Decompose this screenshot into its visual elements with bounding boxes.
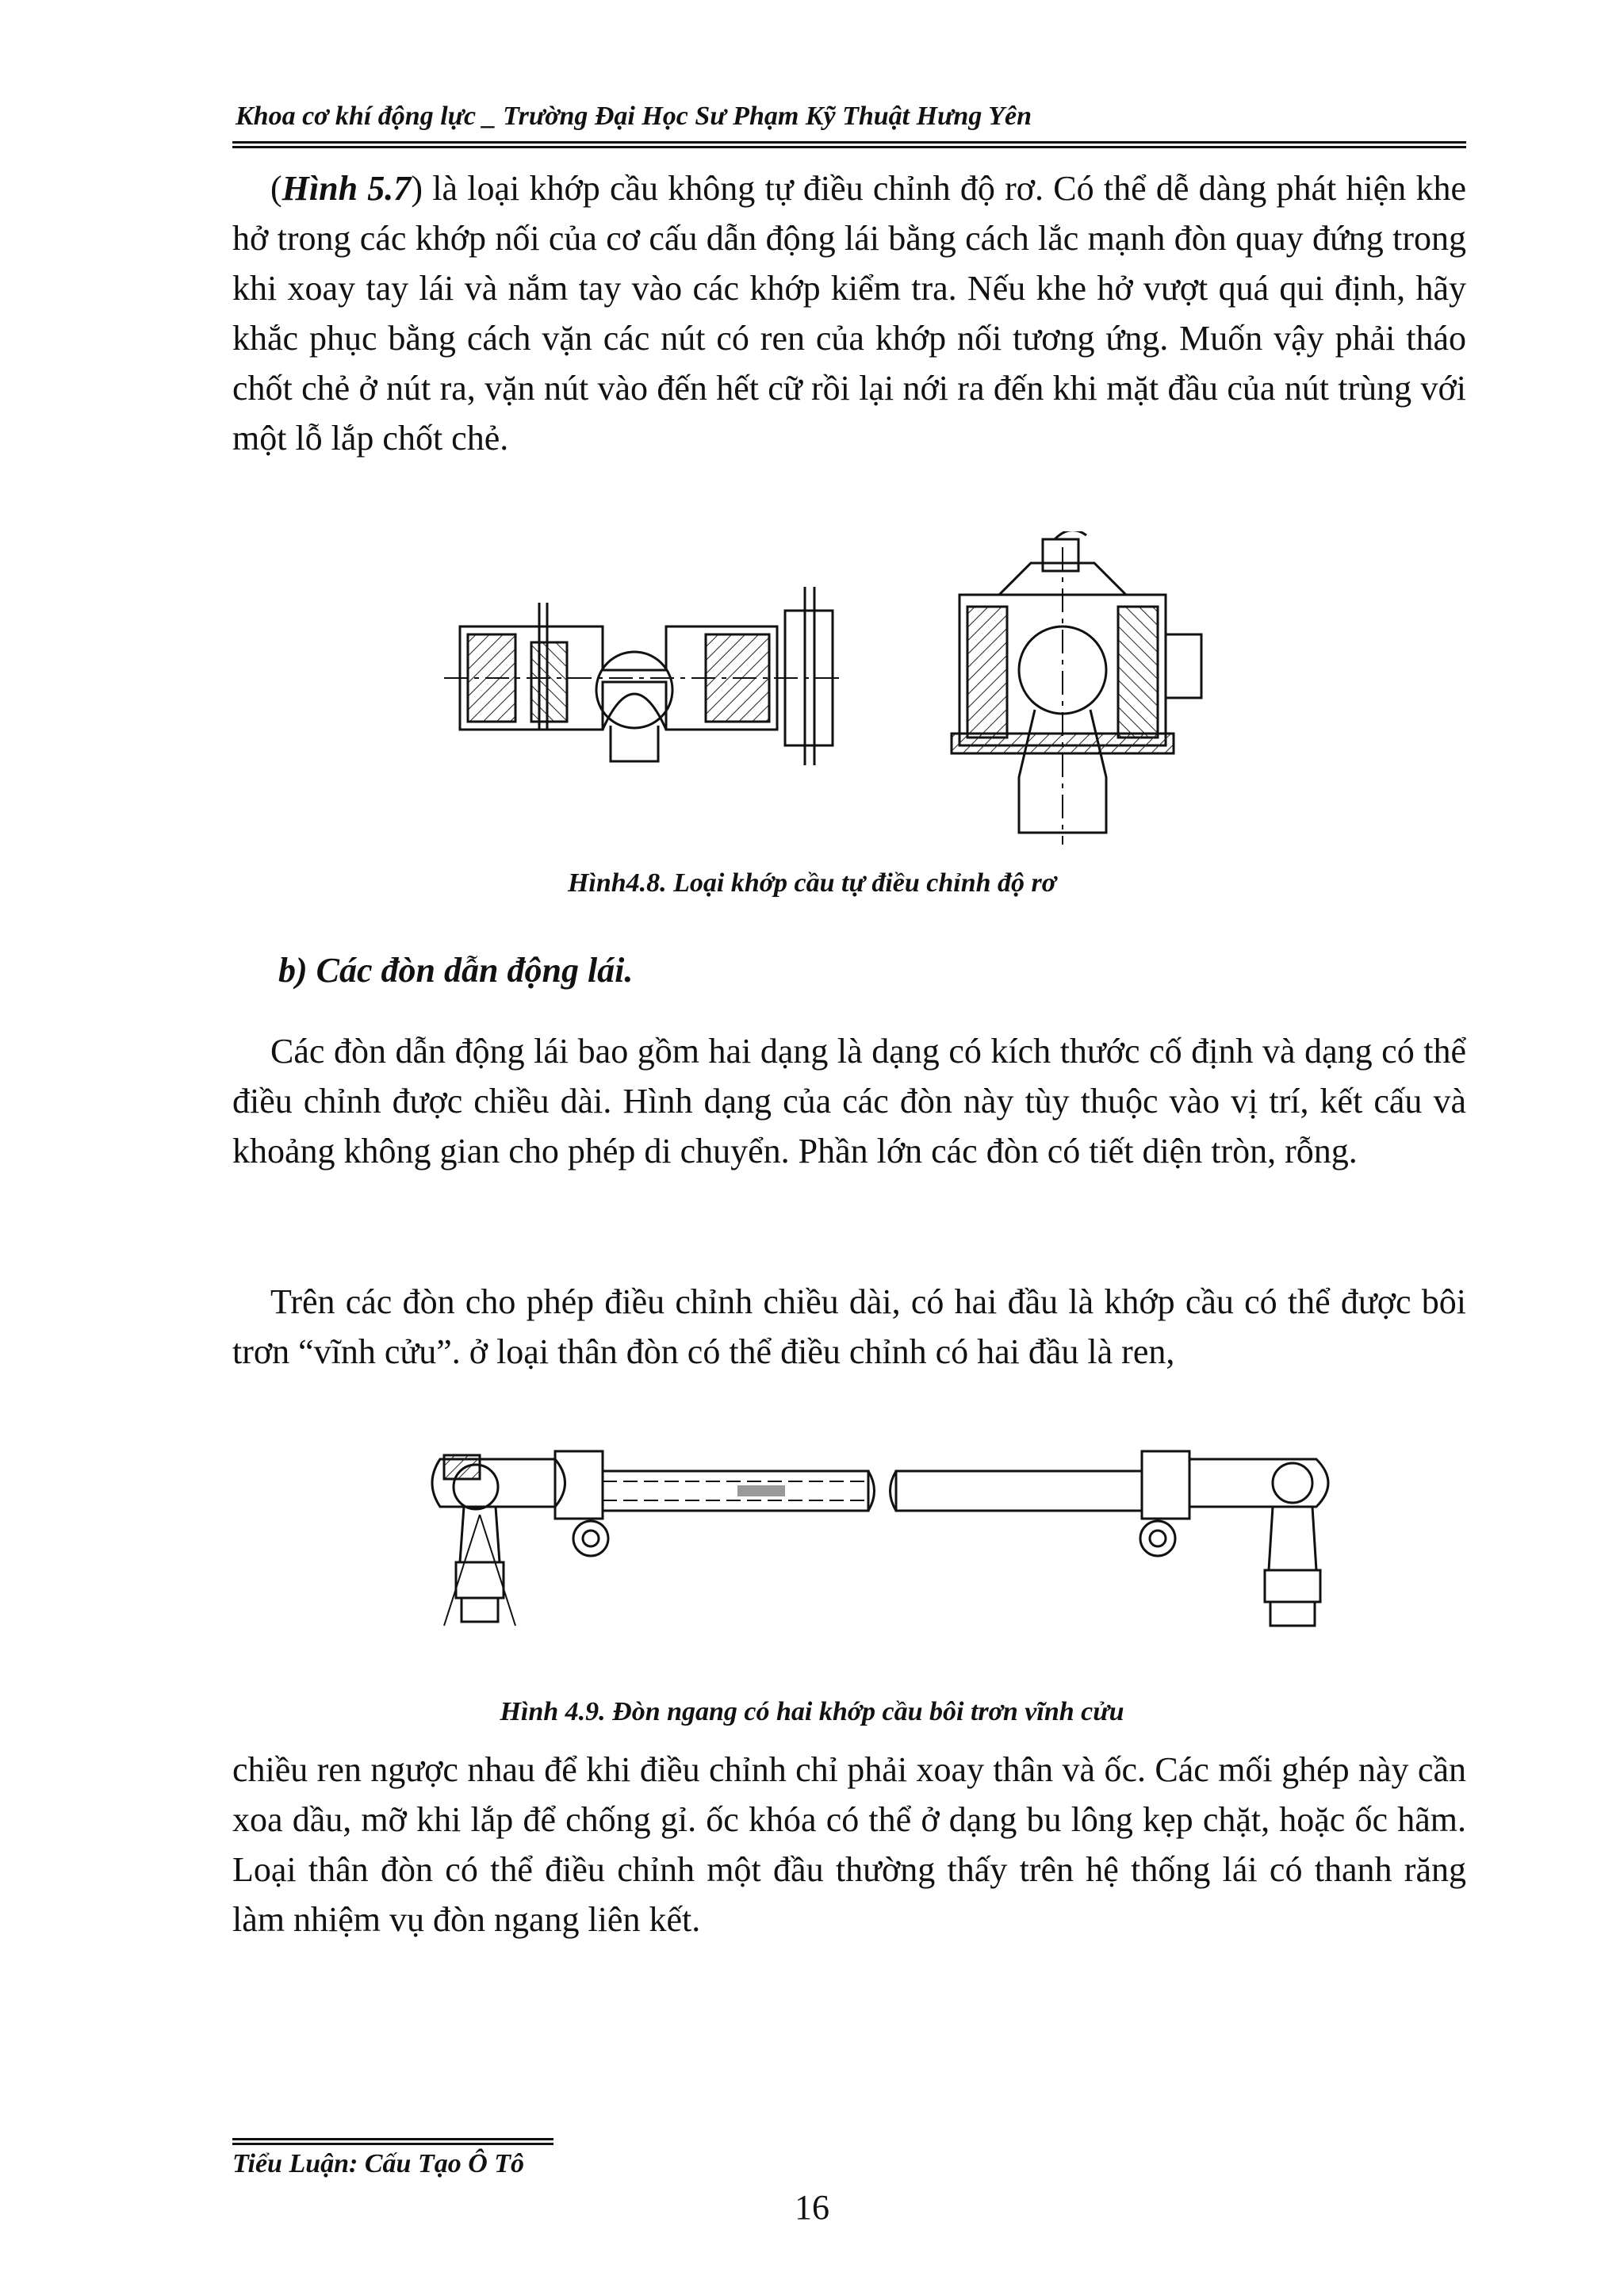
paragraph-3-text: Trên các đòn cho phép điều chỉnh chiều dài, có hai đầu là khớp cầu có thể được bôi trơn “vĩnh cửu”. ở loại thân đòn có thể điều chỉnh có hai đầu là ren, xyxy=(232,1282,1466,1371)
page-footer: Tiểu Luận: Cấu Tạo Ô Tô xyxy=(232,2149,525,2178)
paragraph-2-text: Các đòn dẫn động lái bao gồm hai dạng là dạng có kích thước cố định và dạng có thể điều chỉnh được chiều dài. Hình dạng của các đòn này tùy thuộc vào vị trí, kết cấu và khoảng không gian cho phép di chuyển. Phần lớn các đòn có tiết diện tròn, rỗng. xyxy=(232,1032,1466,1170)
paren-open: ( xyxy=(270,169,282,208)
section-heading: b) Các đòn dẫn động lái. xyxy=(278,951,634,990)
paragraph-4-text: chiều ren ngược nhau để khi điều chỉnh chỉ phải xoay thân và ốc. Các mối ghép này cần xoa dầu, mỡ khi lắp để chống gỉ. ốc khóa có thể ở dạng bu lông kẹp chặt, hoặc ốc hãm. Loại thân đòn có thể điều chỉnh một đầu thường thấy trên hệ thống lái có thanh răng làm nhiệm vụ đòn ngang liên kết. xyxy=(232,1750,1466,1939)
paren-close: ) xyxy=(411,169,423,208)
header-rule xyxy=(232,141,1466,144)
paragraph-1-text: là loại khớp cầu không tự điều chỉnh độ rơ. Có thể dễ dàng phát hiện khe hở trong các khớp nối của cơ cấu dẫn động lái bằng cách lắc mạnh đòn quay đứng trong khi xoay tay lái và nắm tay vào các khớp kiểm tra. Nếu khe hở vượt quá qui định, hãy khắc phục bằng cách vặn các nút có ren của khớp nối tương ứng. Muốn vậy phải tháo chốt chẻ ở nút ra, vặn nút vào đến hết cữ rồi lại nới ra đến khi mặt đầu của nút trùng với một lỗ lắp chốt chẻ. xyxy=(232,169,1467,458)
page-header: Khoa cơ khí động lực _ Trường Đại Học Sư Phạm Kỹ Thuật Hưng Yên xyxy=(236,102,1032,131)
paragraph-4 xyxy=(232,1745,1466,1944)
joint-right-drawing xyxy=(952,531,1201,845)
paragraph-3 xyxy=(232,1277,1466,1377)
header-rule-secondary xyxy=(232,146,1466,148)
figure-caption-4-9: Hình 4.9. Đòn ngang có hai khớp cầu bôi trơn vĩnh cửu xyxy=(500,1697,1124,1726)
tie-rod-drawing xyxy=(432,1451,1328,1626)
paragraph-2 xyxy=(232,1026,1466,1176)
page-number: 16 xyxy=(795,2188,829,2227)
ball-joint-figure xyxy=(444,531,1245,849)
footer-rule xyxy=(232,2138,553,2140)
joint-left-drawing xyxy=(444,587,841,765)
paragraph-1 xyxy=(232,163,1466,463)
footer-rule-secondary xyxy=(232,2143,553,2145)
figure-reference: Hình 5.7 xyxy=(282,169,412,208)
tie-rod-figure xyxy=(428,1427,1364,1681)
figure-caption-4-8: Hình4.8. Loại khớp cầu tự điều chỉnh độ rơ xyxy=(567,868,1057,898)
